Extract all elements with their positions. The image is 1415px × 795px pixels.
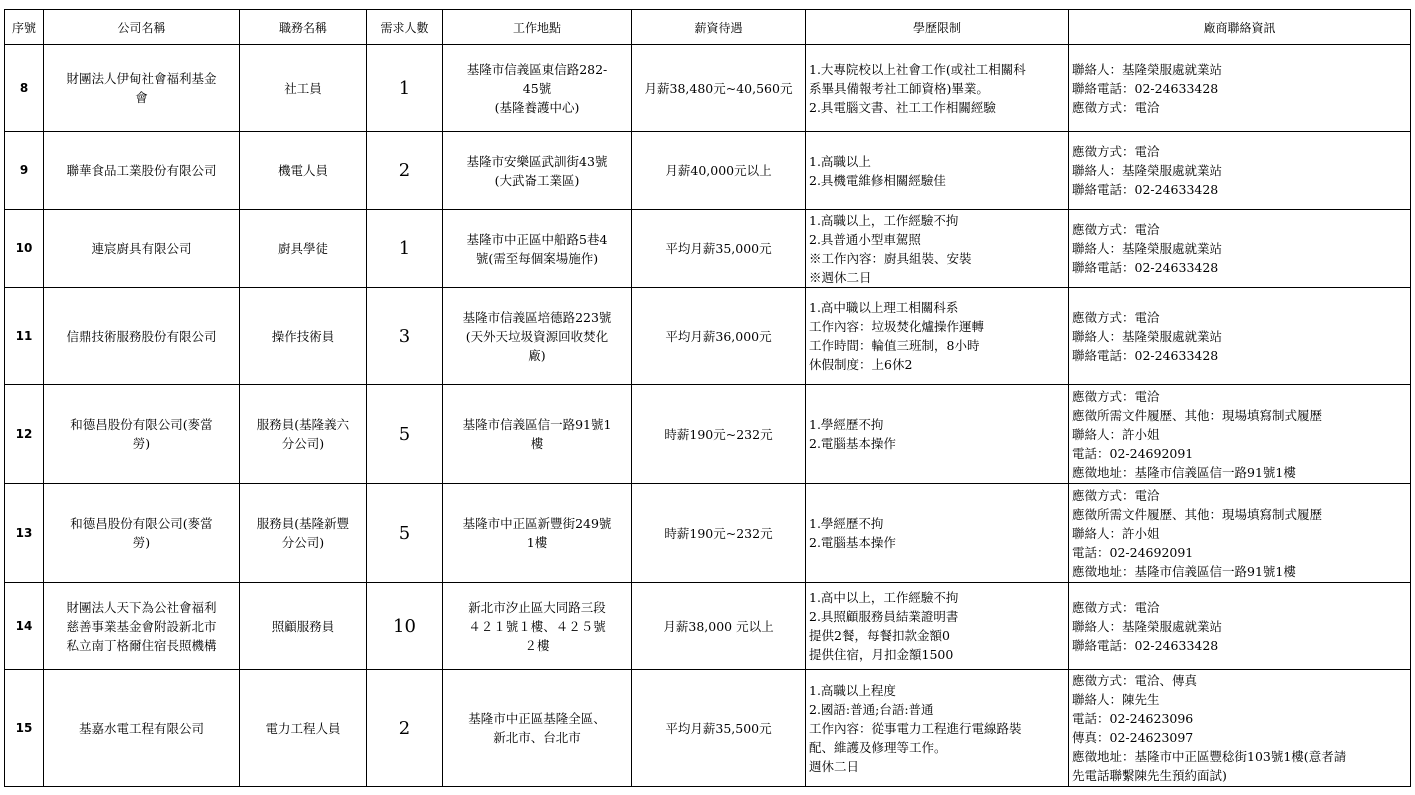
contact-line: 電話：02-24692091 [1072, 445, 1194, 461]
company-line: 會 [135, 90, 148, 105]
company-line: 和德昌股份有限公司(麥當 [70, 417, 213, 432]
salary-cell: 平均月薪35,500元 [632, 670, 806, 787]
requirement-line: 1.高職以上程度 [809, 682, 896, 698]
requirements-cell [806, 385, 1069, 484]
position-line: 廚具學徒 [277, 241, 328, 256]
position-line: 分公司) [281, 436, 325, 451]
contact-cell [1069, 484, 1411, 583]
row-seq: 10 [5, 210, 44, 288]
location-cell [443, 670, 632, 787]
contact-line: 傳真：02-24623097 [1072, 730, 1194, 745]
count-cell: 3 [367, 288, 443, 385]
requirement-line: ※週休二日 [809, 269, 872, 285]
requirement-line: 1.學經歷不拘 [809, 417, 884, 432]
requirement-line: ※工作內容：廚具組裝、安裝 [809, 250, 972, 266]
job-listing-table [4, 9, 1411, 787]
header-seq: 序號 [5, 10, 44, 45]
location-cell [443, 210, 632, 288]
contact-line: 聯絡人：許小姐 [1072, 525, 1160, 541]
company-cell [44, 670, 240, 787]
contact-line: 應徵地址：基隆市信義區信一路91號1樓 [1072, 464, 1296, 480]
location-line: 基隆市信義區培德路223號 [462, 309, 612, 325]
row-seq: 11 [5, 288, 44, 385]
contact-line: 應徵所需文件履歷、其他：現場填寫制式履歷 [1072, 407, 1323, 423]
salary-cell: 月薪40,000元以上 [632, 132, 806, 210]
company-cell [44, 484, 240, 583]
company-cell [44, 45, 240, 132]
position-line: 服務員(基隆新豐 [256, 516, 350, 531]
position-cell [240, 583, 367, 670]
location-cell [443, 45, 632, 132]
contact-line: 應徵方式：電洽 [1072, 487, 1160, 503]
contact-line: 應徵方式：電洽 [1072, 388, 1160, 404]
count-cell: 5 [367, 484, 443, 583]
contact-cell [1069, 583, 1411, 670]
count-cell: 2 [367, 670, 443, 787]
header-contact: 廠商聯絡資訊 [1069, 10, 1411, 45]
count-cell: 1 [367, 210, 443, 288]
position-line: 分公司) [281, 535, 325, 550]
count-cell: 5 [367, 385, 443, 484]
table-row [5, 288, 1411, 385]
contact-line: 應徵方式：電洽 [1072, 309, 1160, 325]
position-line: 電力工程人員 [265, 720, 341, 736]
requirement-line: 1.大專院校以上社會工作(或社工相關科 [809, 61, 1026, 77]
contact-cell [1069, 385, 1411, 484]
requirement-line: 2.電腦基本操作 [809, 535, 896, 550]
location-line: 基隆市中正區新豐街249號 [462, 516, 612, 531]
company-cell [44, 210, 240, 288]
requirement-line: 1.高職以上，工作經驗不拘 [809, 212, 959, 228]
requirements-cell [806, 484, 1069, 583]
company-cell [44, 583, 240, 670]
position-cell [240, 288, 367, 385]
table-row [5, 45, 1411, 132]
requirement-line: 工作時間：輪值三班制，8小時 [809, 338, 980, 353]
table-row [5, 132, 1411, 210]
company-line: 私立南丁格爾住宿長照機構 [66, 637, 217, 653]
contact-line: 應徵方式：電洽 [1072, 144, 1160, 159]
header-requirements: 學歷限制 [806, 10, 1069, 45]
table-row [5, 385, 1411, 484]
header-company: 公司名稱 [44, 10, 240, 45]
position-cell [240, 670, 367, 787]
requirement-line: 工作內容：垃圾焚化爐操作運轉 [809, 319, 985, 334]
header-salary: 薪資待遇 [632, 10, 806, 45]
position-line: 操作技術員 [271, 328, 335, 344]
salary-cell: 平均月薪35,000元 [632, 210, 806, 288]
requirement-line: 2.電腦基本操作 [809, 436, 896, 451]
location-line: 新北市汐止區大同路三段 [468, 599, 606, 615]
count-cell: 10 [367, 583, 443, 670]
position-cell [240, 45, 367, 132]
location-line: 基隆市中正區中船路5巷4 [466, 231, 608, 247]
row-seq: 8 [5, 45, 44, 132]
contact-line: 應徵方式：電洽 [1072, 99, 1160, 115]
requirement-line: 系畢具備報考社工師資格)畢業。 [809, 80, 989, 96]
contact-line: 應徵地址：基隆市信義區信一路91號1樓 [1072, 563, 1296, 579]
company-line: 財團法人天下為公社會福利 [66, 599, 217, 615]
location-line: (天外天垃圾資源回收焚化 [465, 328, 609, 344]
requirement-line: 提供住宿，月扣金額1500 [809, 647, 954, 662]
requirement-line: 1.高職以上 [809, 153, 871, 169]
contact-cell [1069, 210, 1411, 288]
contact-line: 聯絡人：基隆榮服處就業站 [1072, 618, 1223, 634]
location-cell [443, 288, 632, 385]
location-line: 基隆市信義區東信路282- [466, 61, 608, 77]
row-seq: 9 [5, 132, 44, 210]
contact-line: 聯絡電話：02-24633428 [1072, 182, 1219, 197]
table-row [5, 583, 1411, 670]
contact-line: 聯絡電話：02-24633428 [1072, 260, 1219, 275]
location-cell [443, 484, 632, 583]
location-cell [443, 583, 632, 670]
location-line: ２樓 [524, 637, 550, 653]
requirements-cell [806, 132, 1069, 210]
location-line: 基隆市安樂區武訓街43號 [466, 153, 608, 169]
location-line: (基隆養護中心) [494, 99, 580, 115]
contact-line: 應徵所需文件履歷、其他：現場填寫制式履歷 [1072, 506, 1323, 522]
position-cell [240, 132, 367, 210]
position-line: 社工員 [284, 80, 322, 96]
contact-line: 應徵地址：基隆市中正區豐稔街103號1樓(意者請 [1072, 749, 1347, 764]
company-line: 連宸廚具有限公司 [91, 241, 192, 256]
contact-line: 聯絡人：基隆榮服處就業站 [1072, 61, 1223, 77]
company-cell [44, 385, 240, 484]
count-cell: 2 [367, 132, 443, 210]
table-row [5, 484, 1411, 583]
contact-line: 先電話聯繫陳先生預約面試) [1072, 768, 1227, 783]
contact-line: 聯絡人：基隆榮服處就業站 [1072, 328, 1223, 344]
requirement-line: 1.高中職以上理工相關科系 [809, 300, 959, 315]
location-line: 45號 [522, 80, 552, 96]
requirements-cell [806, 583, 1069, 670]
requirement-line: 2.具電腦文書、社工工作相關經驗 [809, 99, 996, 115]
location-line: 廠) [528, 347, 546, 363]
contact-line: 聯絡電話：02-24633428 [1072, 347, 1219, 363]
contact-cell [1069, 288, 1411, 385]
location-line: 基隆市中正區基隆全區、 [468, 711, 606, 726]
contact-line: 聯絡人：基隆榮服處就業站 [1072, 241, 1223, 256]
requirement-line: 2.具普通小型車駕照 [809, 231, 921, 247]
salary-cell: 月薪38,480元~40,560元 [632, 45, 806, 132]
location-cell [443, 132, 632, 210]
table-header-row [5, 10, 1411, 45]
company-line: 和德昌股份有限公司(麥當 [70, 516, 213, 531]
salary-cell: 月薪38,000 元以上 [632, 583, 806, 670]
company-line: 勞) [132, 436, 151, 451]
company-line: 財團法人伊甸社會福利基金 [66, 71, 217, 86]
header-position: 職務名稱 [240, 10, 367, 45]
requirements-cell [806, 670, 1069, 787]
location-line: 基隆市信義區信一路91號1 [462, 417, 612, 432]
position-cell [240, 385, 367, 484]
requirement-line: 配、維護及修理等工作。 [809, 739, 947, 755]
row-seq: 15 [5, 670, 44, 787]
contact-line: 聯絡電話：02-24633428 [1072, 637, 1219, 653]
table-row [5, 670, 1411, 787]
header-location: 工作地點 [443, 10, 632, 45]
location-line: (大武崙工業區) [494, 172, 580, 188]
location-line: ４２１號１樓、４２５號 [468, 618, 606, 634]
requirement-line: 1.高中以上，工作經驗不拘 [809, 590, 959, 605]
contact-line: 聯絡人：許小姐 [1072, 426, 1160, 442]
location-line: 樓 [530, 436, 544, 451]
company-line: 慈善事業基金會附設新北市 [66, 618, 217, 634]
salary-cell: 時薪190元~232元 [632, 484, 806, 583]
contact-cell [1069, 45, 1411, 132]
position-line: 機電人員 [277, 163, 328, 178]
location-cell [443, 385, 632, 484]
requirement-line: 2.國語:普通;台語:普通 [809, 701, 934, 717]
salary-cell: 平均月薪36,000元 [632, 288, 806, 385]
company-line: 聯華食品工業股份有限公司 [66, 163, 217, 178]
requirement-line: 休假制度：上6休2 [809, 357, 913, 372]
table-row [5, 210, 1411, 288]
requirement-line: 工作內容：從事電力工程進行電線路裝 [809, 720, 1022, 736]
requirements-cell [806, 210, 1069, 288]
requirements-cell [806, 45, 1069, 132]
count-cell: 1 [367, 45, 443, 132]
requirement-line: 1.學經歷不拘 [809, 516, 884, 531]
position-cell [240, 210, 367, 288]
company-cell [44, 132, 240, 210]
contact-line: 電話：02-24623096 [1072, 711, 1194, 726]
company-line: 基嘉水電工程有限公司 [78, 720, 204, 736]
location-line: 號(需至每個案場施作) [475, 250, 599, 266]
company-line: 信鼎技術服務股份有限公司 [66, 328, 217, 344]
contact-line: 聯絡電話：02-24633428 [1072, 80, 1219, 96]
position-line: 照顧服務員 [271, 618, 335, 634]
contact-line: 聯絡人：基隆榮服處就業站 [1072, 163, 1223, 178]
position-cell [240, 484, 367, 583]
position-line: 服務員(基隆義六 [256, 417, 350, 432]
row-seq: 14 [5, 583, 44, 670]
location-line: 新北市、台北市 [493, 730, 581, 745]
contact-line: 應徵方式：電洽 [1072, 222, 1160, 237]
contact-cell [1069, 670, 1411, 787]
row-seq: 12 [5, 385, 44, 484]
company-cell [44, 288, 240, 385]
header-count: 需求人數 [367, 10, 443, 45]
contact-line: 電話：02-24692091 [1072, 544, 1194, 560]
contact-line: 應徵方式：電洽 [1072, 599, 1160, 615]
contact-cell [1069, 132, 1411, 210]
requirement-line: 2.具機電維修相關經驗佳 [809, 172, 946, 188]
requirement-line: 2.具照顧服務員結業證明書 [809, 609, 959, 624]
requirements-cell [806, 288, 1069, 385]
company-line: 勞) [132, 535, 151, 550]
row-seq: 13 [5, 484, 44, 583]
requirement-line: 週休二日 [809, 758, 860, 774]
salary-cell: 時薪190元~232元 [632, 385, 806, 484]
contact-line: 應徵方式：電洽、傳真 [1072, 673, 1198, 688]
contact-line: 聯絡人：陳先生 [1072, 692, 1160, 707]
location-line: 1樓 [526, 535, 548, 550]
requirement-line: 提供2餐，每餐扣款金額0 [809, 628, 950, 643]
